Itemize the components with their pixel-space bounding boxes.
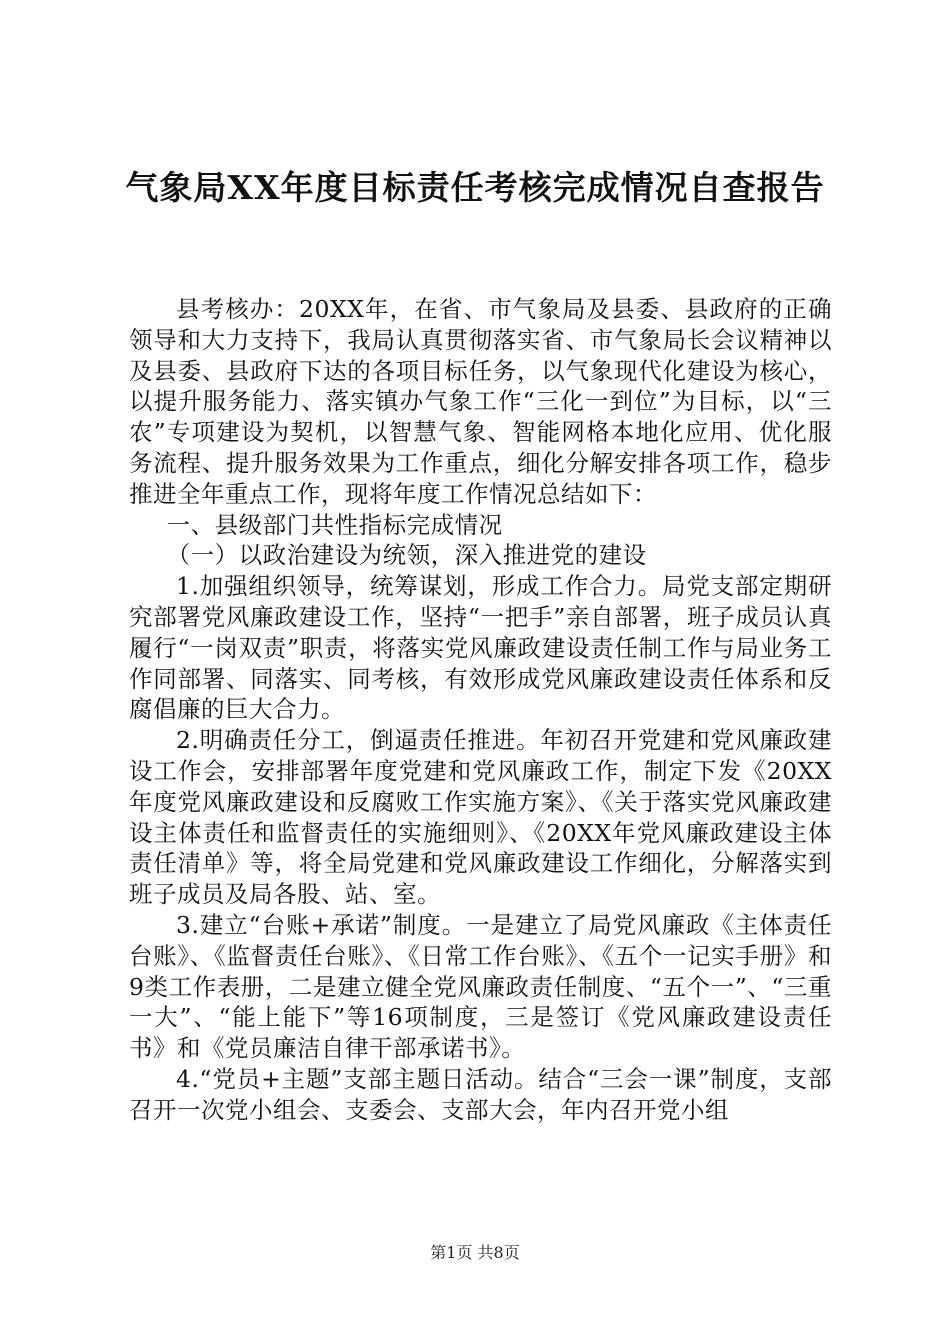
document-body	[129, 294, 832, 1126]
document-title: 气象局XX年度目标责任考核完成情况自查报告	[125, 168, 825, 207]
page-footer: 第1页 共8页	[430, 1243, 520, 1262]
subsection-heading-1: （一）以政治建设为统领，深入推进党的建设	[166, 541, 647, 570]
paragraph-item-2: 2.明确责任分工，倒逼责任推进。年初召开党建和党风廉政建设工作会，安排部署年度党建和党风廉政工作，制定下发《20XX年度党风廉政建设和反腐败工作实施方案》、《关于落实党风廉政建设主体责任和监督责任的实施细则》、《20XX年党风廉政建设主体责任清单》等，将全局党建和党风廉政建设工作细化，分解落实到班子成员及局各股、站、室。	[129, 726, 832, 909]
paragraph-item-1: 1.加强组织领导，统筹谋划，形成工作合力。局党支部定期研究部署党风廉政建设工作，坚持“一把手”亲自部署，班子成员认真履行“一岗双责”职责，将落实党风廉政建设责任制工作与局业务工作同部署、同落实、同考核，有效形成党风廉政建设责任体系和反腐倡廉的巨大合力。	[129, 572, 832, 724]
paragraph-intro: 县考核办：20XX年，在省、市气象局及县委、县政府的正确领导和大力支持下，我局认真贯彻落实省、市气象局长会议精神以及县委、县政府下达的各项目标任务，以气象现代化建设为核心，以提升服务能力、落实镇办气象工作“三化一到位”为目标，以“三农”专项建设为契机，以智慧气象、智能网格本地化应用、优化服务流程、提升服务效果为工作重点，细化分解安排各项工作，稳步推进全年重点工作，现将年度工作情况总结如下：	[129, 295, 832, 508]
section-heading-1: 一、县级部门共性指标完成情况	[166, 510, 503, 539]
paragraph-item-4: 4.“党员+主题”支部主题日活动。结合“三会一课”制度，支部召开一次党小组会、支委会、支部大会，年内召开党小组	[129, 1064, 832, 1124]
paragraph-item-3: 3.建立“台账+承诺”制度。一是建立了局党风廉政《主体责任台账》、《监督责任台账》、《日常工作台账》、《五个一记实手册》和9类工作表册，二是建立健全党风廉政责任制度、“五个一”、“三重一大”、“能上能下”等16项制度，三是签订《党风廉政建设责任书》和《党员廉洁自律干部承诺书》。	[129, 910, 832, 1063]
